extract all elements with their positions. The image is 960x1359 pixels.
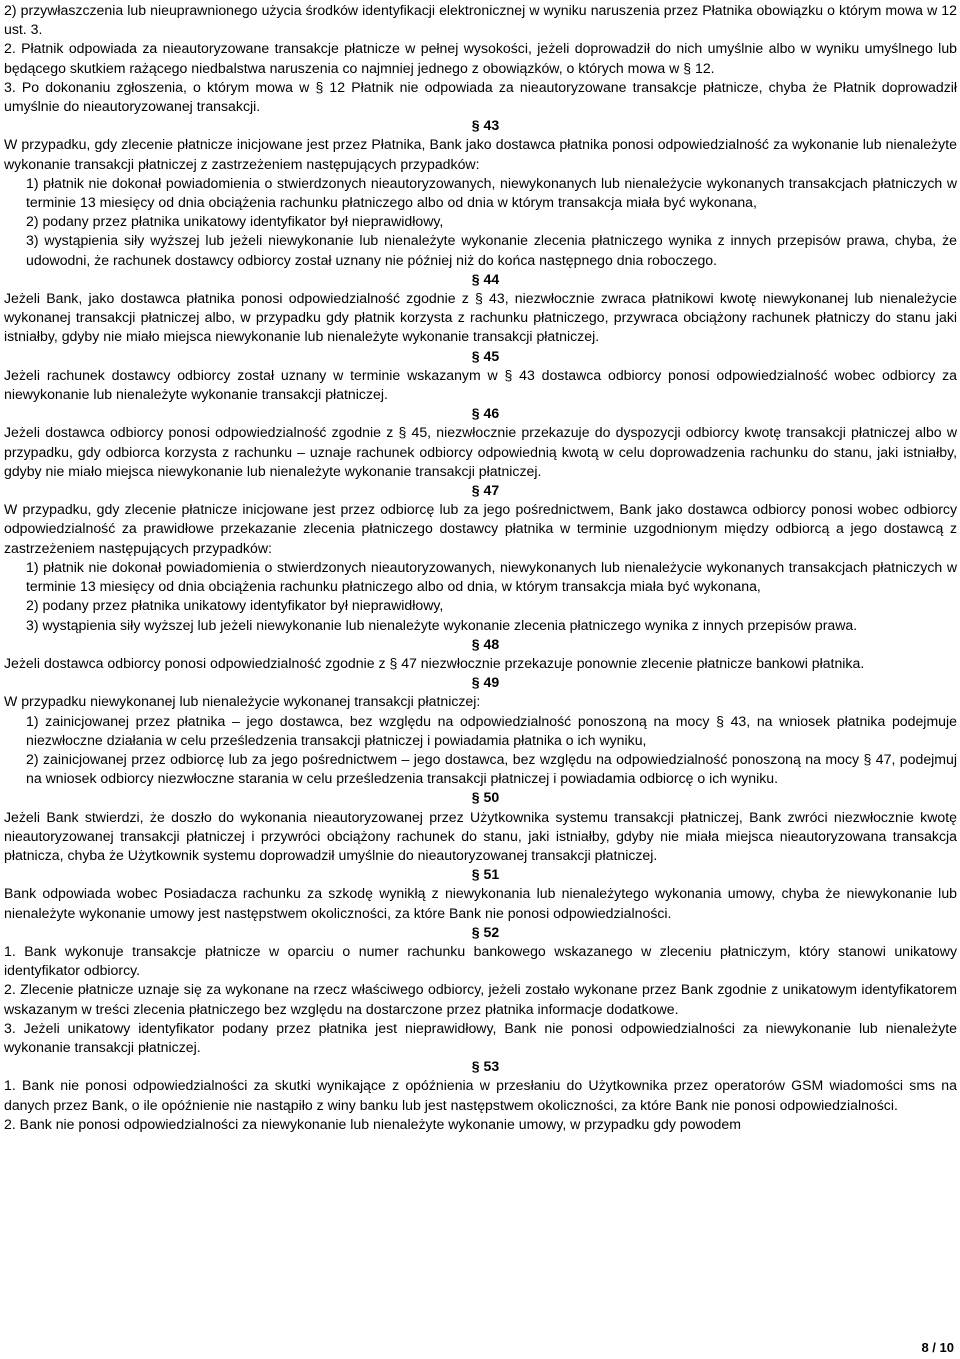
sections-container	[4, 116, 957, 1134]
section-body: Bank odpowiada wobec Posiadacza rachunku za szkodę wynikłą z niewykonania lub nienależytego wykonania umowy, chyba że niewykonanie lub nienależyte wykonanie umowy jest następstwem okoliczności, za które Bank nie ponosi odpowiedzialności.	[4, 885, 957, 921]
section-items	[4, 174, 957, 270]
section-items	[4, 558, 957, 635]
section-heading: § 50	[471, 789, 500, 806]
section-body: Jeżeli dostawca odbiorcy ponosi odpowiedzialność zgodnie z § 47 niezwłocznie przekazuje ponownie zlecenie płatnicze bankowi płatnika.	[4, 654, 865, 671]
section-body: Jeżeli rachunek dostawcy odbiorcy został uznany w terminie wskazanym w § 43 dostawca odbiorcy ponosi odpowiedzialność wobec odbiorcy za niewykonanie lub nienależyte wykonanie transakcji płatniczej.	[4, 366, 957, 403]
section-heading: § 48	[471, 635, 500, 652]
section-heading: § 53	[471, 1058, 500, 1075]
section-body: W przypadku, gdy zlecenie płatnicze inicjowane jest przez Płatnika, Bank jako dostawca płatnika ponosi odpowiedzialność za wykonanie lub nienależyte wykonanie transakcji płatniczej z zastrzeżeniem następujących przypadków:	[4, 136, 957, 172]
section-body: W przypadku, gdy zlecenie płatnicze inicjowane jest przez odbiorcę lub za jego pośrednictwem, Bank jako dostawca odbiorcy ponosi wobec odbiorcy odpowiedzialność za prawidłowe przekazanie zlecenia płatniczego dostawcy płatnika w terminie uzgodnionym między odbiorcą a jego dostawcą z zastrzeżeniem następujących przypadków:	[4, 501, 957, 556]
section-heading: § 46	[471, 405, 500, 422]
paragraph: 2) przywłaszczenia lub nieuprawnionego użycia środków identyfikacji elektronicznej w wyniku naruszenia przez Płatnika obowiązku o którym mowa w 12 ust. 3.	[4, 2, 957, 38]
page-number: 8 / 10	[921, 1340, 954, 1355]
section-heading: § 51	[471, 866, 500, 883]
section-body: Jeżeli Bank, jako dostawca płatnika ponosi odpowiedzialność zgodnie z § 43, niezwłocznie zwraca płatnikowi kwotę niewykonanej lub nienależycie wykonanej transakcji płatniczej albo, w przypadku gdy płatnik korzysta z rachunku płatniczego, przywraca obciążony rachunek płatniczy do stanu jaki istniałby, gdyby nie miało miejsca niewykonanie lub nienależyte wykonanie transakcji płatniczej.	[4, 290, 957, 345]
numbered-paragraph: 1. Bank wykonuje transakcje płatnicze w oparciu o numer rachunku bankowego wskazanego w zleceniu płatniczym, który stanowi unikatowy identyfikator odbiorcy.	[4, 942, 957, 979]
section-body: Jeżeli dostawca odbiorcy ponosi odpowiedzialność zgodnie z § 45, niezwłocznie przekazuje do dyspozycji odbiorcy kwotę transakcji płatniczej albo w przypadku, gdy odbiorca korzysta z rachunku – uznaje rachunek odbiorcy odpowiednią kwotą w celu doprowadzenia rachunku do stanu, jaki istniałby, gdyby nie miało miejsca niewykonanie lub nienależyte wykonanie transakcji płatniczej.	[4, 424, 957, 479]
list-item: 2) podany przez płatnika unikatowy identyfikator był nieprawidłowy,	[26, 597, 444, 614]
section-body: Jeżeli Bank stwierdzi, że doszło do wykonania nieautoryzowanej przez Użytkownika systemu transakcji płatniczej, Bank zwróci niezwłocznie kwotę nieautoryzowanej transakcji płatniczej i przywróci obciążony rachunek do stanu, jaki istniałby, gdyby nie miała miejsca nieautoryzowana transakcja płatnicza, chyba że Użytkownik systemu doprowadził umyślnie do nieautoryzowanej transakcji płatniczej.	[4, 808, 957, 863]
list-item: 1) zainicjowanej przez płatnika – jego dostawca, bez względu na odpowiedzialność ponoszoną na mocy § 43, na wniosek płatnika podejmuje niezwłoczne działania w celu prześledzenia transakcji płatniczej i powiadamia płatnika o ich wyniku,	[26, 712, 957, 748]
section-heading: § 45	[471, 347, 500, 364]
section-heading: § 52	[471, 923, 500, 940]
numbered-paragraph: 2. Bank nie ponosi odpowiedzialności za niewykonanie lub nienależyte wykonanie umowy, w przypadku gdy powodem	[4, 1115, 741, 1132]
section-heading: § 43	[471, 117, 500, 134]
list-item: 3) wystąpienia siły wyższej lub jeżeli niewykonanie lub nienależyte wykonanie zlecenia płatniczego wynika z innych przepisów prawa.	[26, 616, 858, 633]
section-items	[4, 712, 957, 789]
list-item: 1) płatnik nie dokonał powiadomienia o stwierdzonych nieautoryzowanych, niewykonanych lub nienależycie wykonanych transakcjach płatniczych w terminie 13 miesięcy od dnia obciążenia rachunku płatniczego albo od dnia w którym transakcja miała być wykonana,	[26, 174, 957, 211]
section-body: W przypadku niewykonanej lub nienależycie wykonanej transakcji płatniczej:	[4, 693, 481, 710]
list-item: 1) płatnik nie dokonał powiadomienia o stwierdzonych nieautoryzowanych, niewykonanych lub nienależycie wykonanych transakcjach płatniczych w terminie 13 miesięcy od dnia obciążenia rachunku płatniczego albo od dnia, w którym transakcja miała być wykonana,	[26, 558, 957, 595]
list-item: 2) podany przez płatnika unikatowy identyfikator był nieprawidłowy,	[26, 213, 444, 230]
paragraph: 2. Płatnik odpowiada za nieautoryzowane transakcje płatnicze w pełnej wysokości, jeżeli doprowadził do nich umyślnie albo w wyniku umyślnego lub będącego skutkiem rażącego niedbalstwa naruszenia co najmniej jednego z obowiązków, o których mowa w § 12.	[4, 40, 957, 76]
section-heading: § 47	[471, 482, 500, 499]
numbered-paragraph: 3. Jeżeli unikatowy identyfikator podany przez płatnika jest nieprawidłowy, Bank nie ponosi odpowiedzialności za niewykonanie lub nienależyte wykonanie transakcji płatniczej.	[4, 1019, 957, 1055]
numbered-paragraph: 2. Zlecenie płatnicze uznaje się za wykonane na rzecz właściwego odbiorcy, jeżeli zostało wykonane przez Bank zgodnie z unikatowym identyfikatorem wskazanym w treści zlecenia płatniczego bez względu na dostarczone przez płatnika informacje dodatkowe.	[4, 981, 957, 1017]
numbered-paragraph: 1. Bank nie ponosi odpowiedzialności za skutki wynikające z opóźnienia w przesłaniu do Użytkownika przez operatorów GSM wiadomości sms na danych przez Bank, o ile opóźnienie nie nastąpiło z winy banku lub jest następstwem okoliczności, za które Bank nie ponosi odpowiedzialności.	[4, 1077, 957, 1113]
intro-paragraphs	[4, 1, 957, 116]
list-item: 3) wystąpienia siły wyższej lub jeżeli niewykonanie lub nienależyte wykonanie zlecenia płatniczego wynika z innych przepisów prawa, chyba, że udowodni, że rachunek dostawcy odbiorcy został uznany nie później niż do końca następnego dnia roboczego.	[26, 232, 957, 268]
section-heading: § 49	[471, 674, 500, 691]
paragraph: 3. Po dokonaniu zgłoszenia, o którym mowa w § 12 Płatnik nie odpowiada za nieautoryzowane transakcje płatnicze, chyba że Płatnik doprowadził umyślnie do nieautoryzowanej transakcji.	[4, 78, 957, 115]
list-item: 2) zainicjowanej przez odbiorcę lub za jego pośrednictwem – jego dostawca, bez względu na odpowiedzialność ponoszoną na mocy § 47, podejmuj na wniosek odbiorcy niezwłoczne starania w celu prześledzenia transakcji płatniczej i powiadamia odbiorcę o ich wyniku.	[26, 750, 957, 787]
section-heading: § 44	[471, 270, 500, 287]
